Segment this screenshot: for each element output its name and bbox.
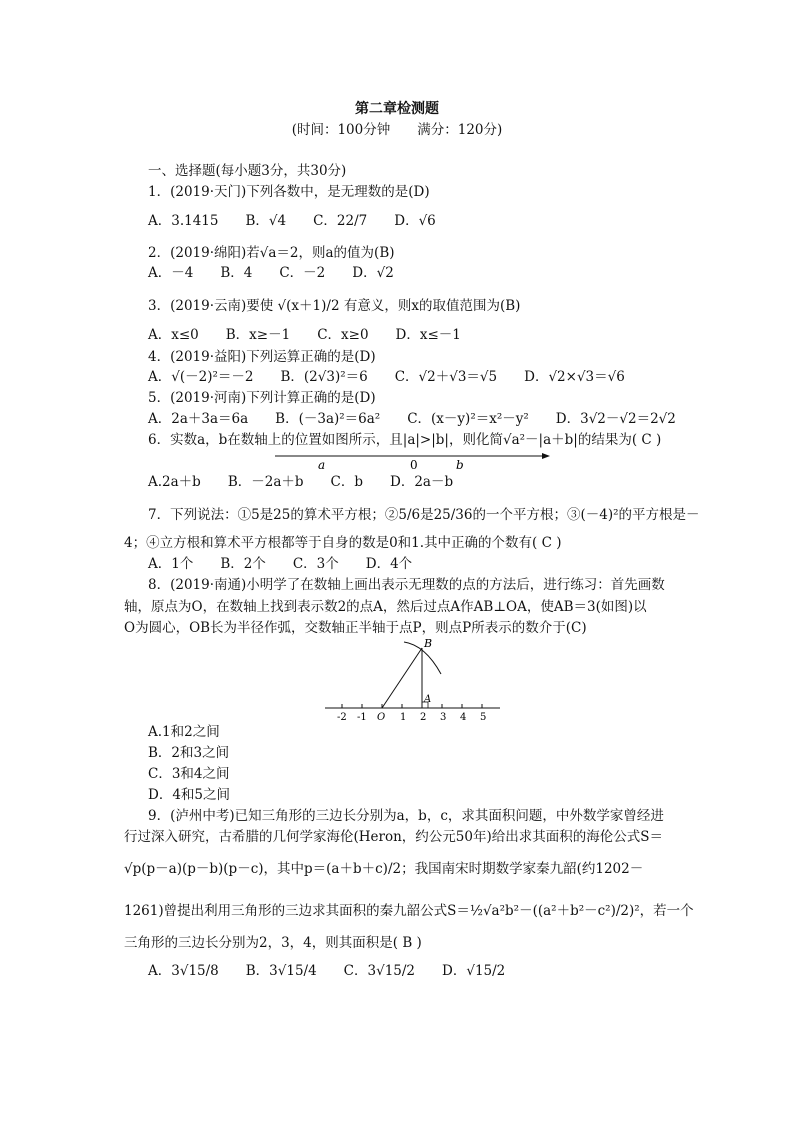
label-b: b bbox=[456, 458, 464, 472]
question-8-option-a: A.1和2之间 bbox=[148, 724, 220, 740]
question-6: 6．实数a，b在数轴上的位置如图所示，且|a|>|b|，则化简√a²－|a＋b|的结果为( C ) bbox=[148, 432, 662, 448]
question-8-option-d: D．4和5之间 bbox=[148, 787, 231, 803]
number-line-figure-6 bbox=[270, 450, 555, 474]
question-8-line-1: 8．(2019·南通)小明学了在数轴上画出表示无理数的点的方法后，进行练习：首先画数 bbox=[148, 577, 665, 593]
tick-label: 5 bbox=[480, 712, 487, 723]
question-8-option-c: C．3和4之间 bbox=[148, 766, 230, 782]
question-2: 2．(2019·绵阳)若√a＝2，则a的值为(B) bbox=[148, 245, 395, 261]
label-A: A bbox=[424, 694, 432, 705]
question-7-line-2: 4；④立方根和算术平方根都等于自身的数是0和1.其中正确的个数有( C ) bbox=[124, 535, 562, 551]
tick-label: 2 bbox=[420, 712, 427, 723]
label-B: B bbox=[424, 637, 433, 650]
question-7-options: A．1个 B．2个 C．3个 D．4个 bbox=[148, 556, 413, 572]
doc-title: 第二章检测题 bbox=[355, 101, 439, 117]
question-8-option-b: B．2和3之间 bbox=[148, 745, 230, 761]
label-zero: 0 bbox=[410, 458, 418, 472]
section-heading: 一、选择题(每小题3分，共30分) bbox=[148, 163, 347, 179]
tick-label: 3 bbox=[440, 712, 447, 723]
question-3-options: A．x≤0 B．x≥－1 C．x≥0 D．x≤－1 bbox=[148, 327, 461, 343]
segment-OB bbox=[382, 648, 422, 708]
question-4: 4．(2019·益阳)下列运算正确的是(D) bbox=[148, 349, 376, 365]
axis-arrow bbox=[542, 453, 550, 459]
question-9-line-1: 9．(泸州中考)已知三角形的三边长分别为a，b，c，求其面积问题，中外数学家曾经进 bbox=[148, 808, 664, 824]
question-9-line-4: 1261)曾提出利用三角形的三边求其面积的秦九韶公式S＝½√a²b²－((a²＋b²－c²)/2)²，若一个 bbox=[124, 903, 694, 919]
question-7-line-1: 7．下列说法：①5是25的算术平方根；②5/6是25/36的一个平方根；③(－4)²的平方根是－ bbox=[148, 507, 700, 523]
question-3: 3．(2019·云南)要使 √(x＋1)/2 有意义，则x的取值范围为(B) bbox=[148, 298, 521, 314]
question-9-line-5: 三角形的三边长分别为2，3，4，则其面积是( B ) bbox=[124, 935, 422, 951]
question-2-options: A．－4 B．4 C．－2 D．√2 bbox=[148, 265, 394, 281]
question-5: 5．(2019·河南)下列计算正确的是(D) bbox=[148, 390, 376, 406]
tick-label: -2 bbox=[337, 712, 347, 723]
tick-label: O bbox=[377, 712, 386, 723]
question-9-line-3: √p(p－a)(p－b)(p－c)，其中p＝(a＋b＋c)/2；我国南宋时期数学家秦九韶(约1202－ bbox=[124, 861, 644, 877]
question-8-line-2: 轴，原点为O，在数轴上找到表示数2的点A，然后过点A作AB⊥OA，使AB＝3(如图)以 bbox=[124, 599, 647, 615]
question-1-options: A．3.1415 B．√4 C．22/7 D．√6 bbox=[148, 213, 436, 229]
question-9-options: A．3√15/8 B．3√15/4 C．3√15/2 D．√15/2 bbox=[148, 963, 506, 979]
tick-label: -1 bbox=[357, 712, 367, 723]
question-5-options: A．2a＋3a＝6a B．(－3a)²＝6a² C．(x－y)²＝x²－y² D．3√2－√2＝2√2 bbox=[148, 411, 676, 427]
doc-subtitle: (时间：100分钟 满分：120分) bbox=[291, 122, 503, 138]
question-6-options: A.2a＋b B．－2a＋b C．b D．2a－b bbox=[148, 474, 454, 490]
question-4-options: A．√(－2)²＝－2 B．(2√3)²＝6 C．√2＋√3＝√5 D．√2×√3＝√6 bbox=[148, 369, 625, 385]
number-line-figure-8 bbox=[320, 632, 505, 724]
question-1: 1．(2019·天门)下列各数中，是无理数的是(D) bbox=[148, 184, 430, 200]
label-a: a bbox=[318, 458, 326, 472]
axis-ticks bbox=[342, 704, 482, 708]
question-9-line-2: 行过深入研究，古希腊的几何学家海伦(Heron，约公元50年)给出求其面积的海伦公式S＝ bbox=[124, 829, 663, 845]
question-8-line-3: O为圆心，OB长为半径作弧，交数轴正半轴于点P，则点P所表示的数介于(C) bbox=[124, 620, 587, 636]
tick-label: 1 bbox=[400, 712, 407, 723]
tick-label: 4 bbox=[460, 712, 467, 723]
